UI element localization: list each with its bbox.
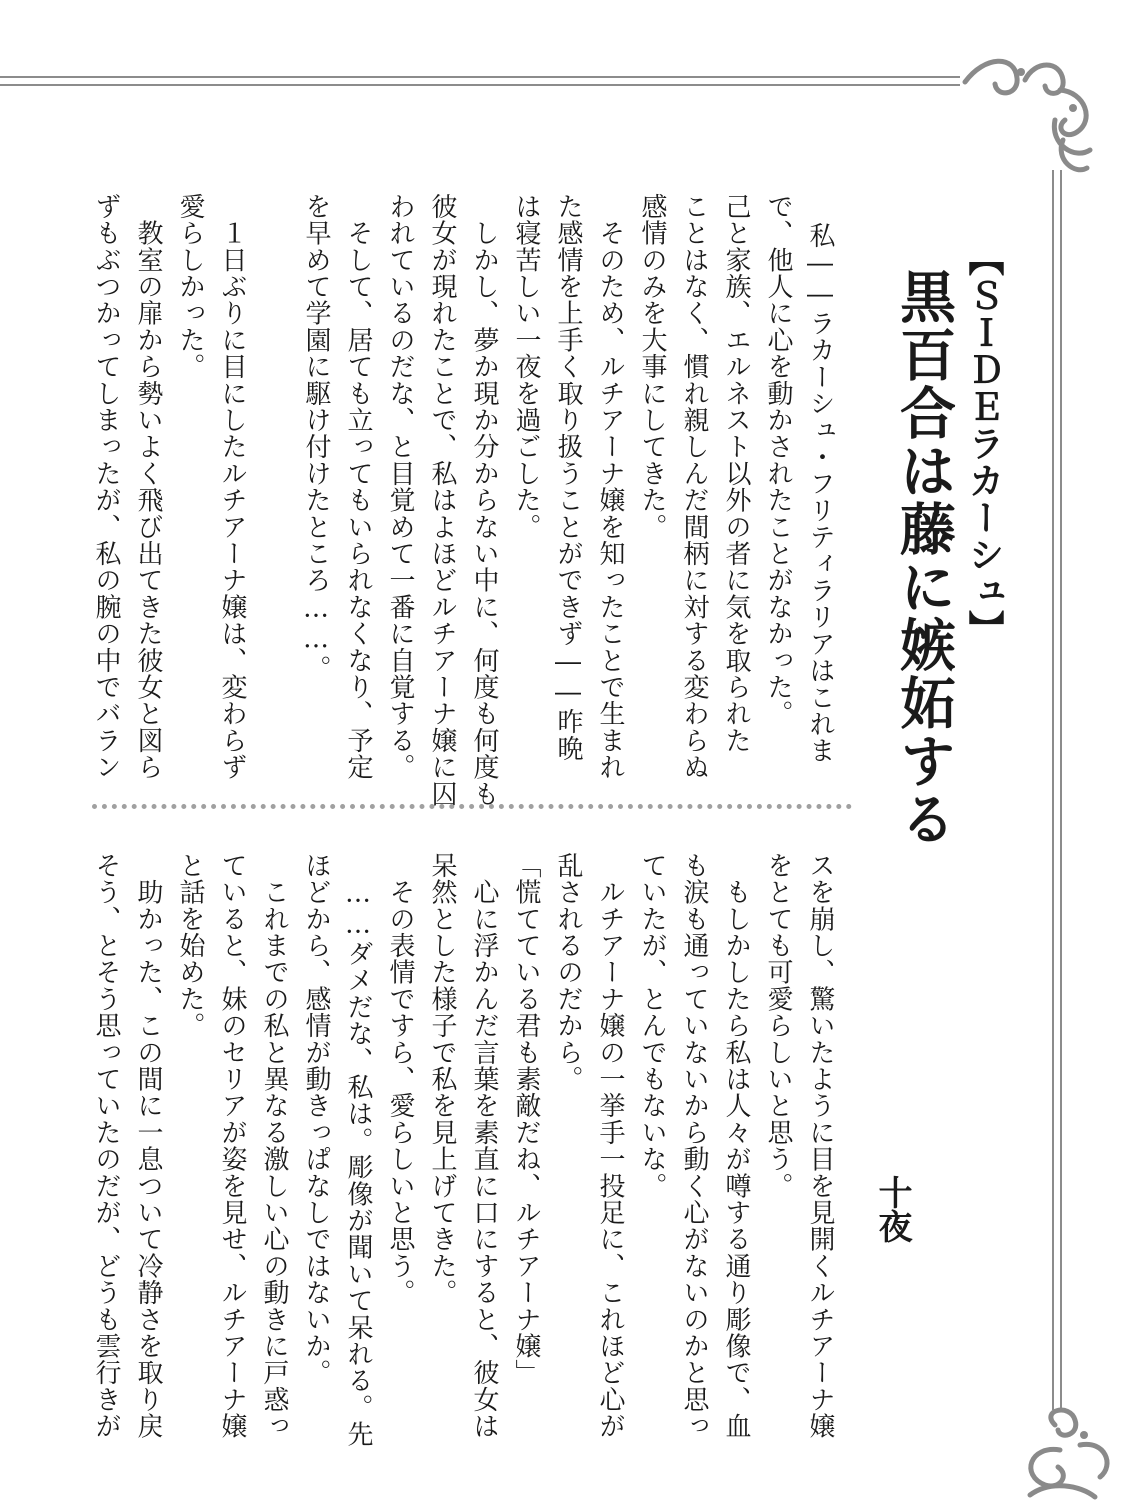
text-column: ずもぶつかってしまったが、私の腕の中でバラン — [91, 193, 121, 781]
text-column: は寝苦しい一夜を過ごした。 — [511, 193, 541, 541]
text-column: 愛らしかった。 — [175, 193, 205, 380]
text-column: ていると、妹のセリアが姿を見せ、ルチアーナ嬢 — [217, 852, 247, 1440]
flourish-ornament-icon — [955, 50, 1105, 180]
text-column: われているのだな、と目覚めて一番に自覚する。 — [385, 193, 415, 781]
text-column: そう、とそう思っていたのだが、どうも雲行きが — [91, 852, 121, 1440]
text-column: ……ダメだな、私は。彫像が聞いて呆れる。先 — [343, 852, 373, 1448]
author-name: 十夜 — [872, 1175, 912, 1243]
frame-top-border — [0, 76, 960, 86]
text-column: 彼女が現れたことで、私はよほどルチアーナ嬢に囚 — [427, 193, 457, 808]
text-column: 感情のみを大事にしてきた。 — [637, 193, 667, 541]
text-column: １日ぶりに目にしたルチアーナ嬢は、変わらず — [217, 193, 247, 781]
text-column: 心に浮かんだ言葉を素直に口にすると、彼女は — [469, 852, 499, 1440]
text-column: も涙も通っていないから動く心がないのかと思っ — [679, 852, 709, 1440]
text-column: これまでの私と異なる激しい心の動きに戸惑っ — [259, 852, 289, 1440]
chapter-label: 【ＳＩＤＥラカーシュ】 — [963, 240, 1004, 647]
text-column: 教室の扉から勢いよく飛び出てきた彼女と図ら — [133, 193, 163, 781]
text-column: ことはなく、慣れ親しんだ間柄に対する変わらぬ — [679, 193, 709, 781]
chapter-title: 黒百合は藤に嫉妬する — [891, 268, 956, 848]
text-column: 己と家族、エルネスト以外の者に気を取られた — [721, 193, 751, 754]
text-column: しかし、夢か現か分からない中に、何度も何度も — [469, 193, 499, 808]
text-column: ていたが、とんでもないな。 — [637, 852, 667, 1200]
text-column: 助かった、この間に一息ついて冷静さを取り戻 — [133, 852, 163, 1440]
text-column: ルチアーナ嬢の一挙手一投足に、これほど心が — [595, 852, 625, 1440]
frame-right-border — [1052, 170, 1062, 1410]
text-column: と話を始めた。 — [175, 852, 205, 1039]
text-column: で、他人に心を動かされたことがなかった。 — [763, 193, 793, 727]
text-column: そして、居ても立ってもいられなくなり、予定 — [343, 193, 373, 781]
section-divider — [92, 804, 852, 809]
text-column: もしかしたら私は人々が噂する通り彫像で、血 — [721, 852, 751, 1440]
text-column: 呆然とした様子で私を見上げてきた。 — [427, 852, 457, 1306]
text-column: た感情を上手く取り扱うことができず――昨晩 — [553, 193, 583, 762]
text-column: 私――ラカーシュ・フリティラリアはこれま — [805, 222, 835, 764]
text-column: を早めて学園に駆け付けたところ……。 — [301, 193, 331, 682]
text-column: をとても可愛らしいと思う。 — [763, 852, 793, 1200]
text-column: ほどから、感情が動きっぱなしではないか。 — [301, 852, 331, 1386]
text-column: 「慌てている君も素敵だね、ルチアーナ嬢」 — [511, 852, 541, 1386]
text-column: スを崩し、驚いたように目を見開くルチアーナ嬢 — [805, 852, 835, 1440]
text-column: その表情ですら、愛らしいと思う。 — [385, 852, 415, 1306]
text-column: 乱されるのだから。 — [553, 852, 583, 1093]
text-column: そのため、ルチアーナ嬢を知ったことで生まれ — [595, 193, 625, 781]
flourish-ornament-icon — [1000, 1405, 1120, 1500]
